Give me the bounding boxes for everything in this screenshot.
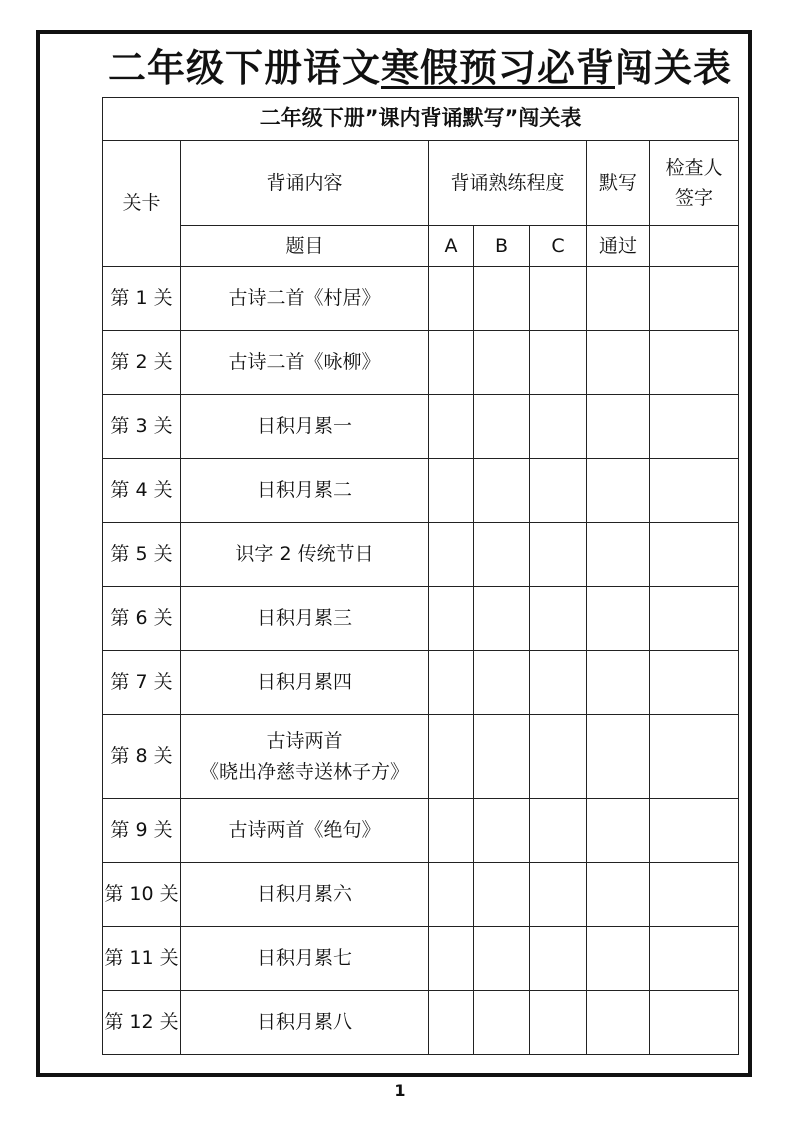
table-row	[103, 715, 739, 799]
grade-b-cell	[474, 863, 530, 927]
dictation-pass-cell	[587, 715, 650, 799]
topic-cell: 古诗二首《咏柳》	[181, 331, 429, 395]
dictation-pass-cell	[587, 799, 650, 863]
grade-b-cell	[474, 927, 530, 991]
header-checker	[650, 141, 739, 226]
table-row	[103, 523, 739, 587]
header-checker-line2: 签字	[675, 187, 714, 209]
topic-cell: 日积月累七	[181, 927, 429, 991]
topic-cell: 日积月累二	[181, 459, 429, 523]
topic-line-2: 《晓出净慈寺送林子方》	[199, 760, 409, 783]
title-part-3: 闯关表	[615, 46, 733, 90]
grade-a-cell	[429, 715, 474, 799]
topic-cell	[181, 715, 429, 799]
grade-b-cell	[474, 395, 530, 459]
level-cell: 第 3 关	[103, 395, 181, 459]
dictation-pass-cell	[587, 651, 650, 715]
header-level: 关卡	[103, 141, 181, 267]
dictation-pass-cell	[587, 991, 650, 1055]
checker-signature-cell	[650, 991, 739, 1055]
grade-b-cell	[474, 587, 530, 651]
dictation-pass-cell	[587, 863, 650, 927]
checker-signature-cell	[650, 587, 739, 651]
topic-cell: 日积月累三	[181, 587, 429, 651]
checker-signature-cell	[650, 331, 739, 395]
topic-cell: 日积月累四	[181, 651, 429, 715]
checker-signature-cell	[650, 799, 739, 863]
dictation-pass-cell	[587, 395, 650, 459]
dictation-pass-cell	[587, 331, 650, 395]
grade-c-cell	[530, 651, 587, 715]
topic-cell: 识字 2 传统节日	[181, 523, 429, 587]
grade-a-cell	[429, 991, 474, 1055]
table-row	[103, 331, 739, 395]
level-cell: 第 5 关	[103, 523, 181, 587]
grade-a-cell	[429, 395, 474, 459]
topic-cell: 日积月累六	[181, 863, 429, 927]
subheader-checker-blank	[650, 226, 739, 267]
grade-c-cell	[530, 927, 587, 991]
grade-c-cell	[530, 523, 587, 587]
title-part-2-underlined: 寒假预习必背	[380, 46, 615, 90]
header-checker-line1: 检查人	[665, 156, 723, 179]
grade-a-cell	[429, 267, 474, 331]
grade-a-cell	[429, 523, 474, 587]
subheader-a: A	[429, 226, 474, 267]
grade-c-cell	[530, 395, 587, 459]
title-part-1: 二年级下册语文	[107, 46, 381, 90]
checker-signature-cell	[650, 523, 739, 587]
header-fluency: 背诵熟练程度	[429, 141, 587, 226]
grade-a-cell	[429, 587, 474, 651]
grade-c-cell	[530, 267, 587, 331]
page-title	[0, 38, 800, 98]
grade-a-cell	[429, 651, 474, 715]
level-cell: 第 8 关	[103, 715, 181, 799]
subheader-b: B	[474, 226, 530, 267]
table-row	[103, 799, 739, 863]
level-cell: 第 10 关	[103, 863, 181, 927]
table-row	[103, 395, 739, 459]
grade-c-cell	[530, 799, 587, 863]
grade-b-cell	[474, 651, 530, 715]
level-cell: 第 9 关	[103, 799, 181, 863]
grade-b-cell	[474, 523, 530, 587]
header-dictation: 默写	[587, 141, 650, 226]
dictation-pass-cell	[587, 523, 650, 587]
dictation-pass-cell	[587, 459, 650, 523]
grade-b-cell	[474, 267, 530, 331]
grade-c-cell	[530, 587, 587, 651]
checklist-table	[102, 97, 739, 1055]
dictation-pass-cell	[587, 927, 650, 991]
grade-b-cell	[474, 991, 530, 1055]
header-content: 背诵内容	[181, 141, 429, 226]
subheader-topic: 题目	[181, 226, 429, 267]
topic-line-1: 古诗两首	[266, 730, 343, 753]
table-row	[103, 991, 739, 1055]
grade-c-cell	[530, 863, 587, 927]
grade-a-cell	[429, 331, 474, 395]
checker-signature-cell	[650, 927, 739, 991]
grade-b-cell	[474, 715, 530, 799]
grade-c-cell	[530, 331, 587, 395]
subheader-pass: 通过	[587, 226, 650, 267]
dictation-pass-cell	[587, 267, 650, 331]
table-row	[103, 459, 739, 523]
level-cell: 第 12 关	[103, 991, 181, 1055]
table-row	[103, 863, 739, 927]
dictation-pass-cell	[587, 587, 650, 651]
table-row	[103, 927, 739, 991]
table-row	[103, 267, 739, 331]
table-row	[103, 587, 739, 651]
level-cell: 第 1 关	[103, 267, 181, 331]
checker-signature-cell	[650, 459, 739, 523]
level-cell: 第 11 关	[103, 927, 181, 991]
topic-cell: 古诗两首《绝句》	[181, 799, 429, 863]
grade-b-cell	[474, 799, 530, 863]
topic-cell: 古诗二首《村居》	[181, 267, 429, 331]
table-row	[103, 651, 739, 715]
grade-c-cell	[530, 459, 587, 523]
level-cell: 第 7 关	[103, 651, 181, 715]
grade-a-cell	[429, 459, 474, 523]
grade-b-cell	[474, 331, 530, 395]
checker-signature-cell	[650, 651, 739, 715]
checker-signature-cell	[650, 267, 739, 331]
checker-signature-cell	[650, 395, 739, 459]
topic-cell: 日积月累八	[181, 991, 429, 1055]
level-cell: 第 4 关	[103, 459, 181, 523]
table-caption: 二年级下册”课内背诵默写”闯关表	[103, 98, 739, 141]
level-cell: 第 2 关	[103, 331, 181, 395]
subheader-c: C	[530, 226, 587, 267]
checker-signature-cell	[650, 715, 739, 799]
level-cell: 第 6 关	[103, 587, 181, 651]
grade-c-cell	[530, 991, 587, 1055]
grade-a-cell	[429, 927, 474, 991]
grade-a-cell	[429, 799, 474, 863]
checker-signature-cell	[650, 863, 739, 927]
topic-cell: 日积月累一	[181, 395, 429, 459]
grade-c-cell	[530, 715, 587, 799]
grade-b-cell	[474, 459, 530, 523]
grade-a-cell	[429, 863, 474, 927]
page-number: 1	[394, 1081, 406, 1100]
